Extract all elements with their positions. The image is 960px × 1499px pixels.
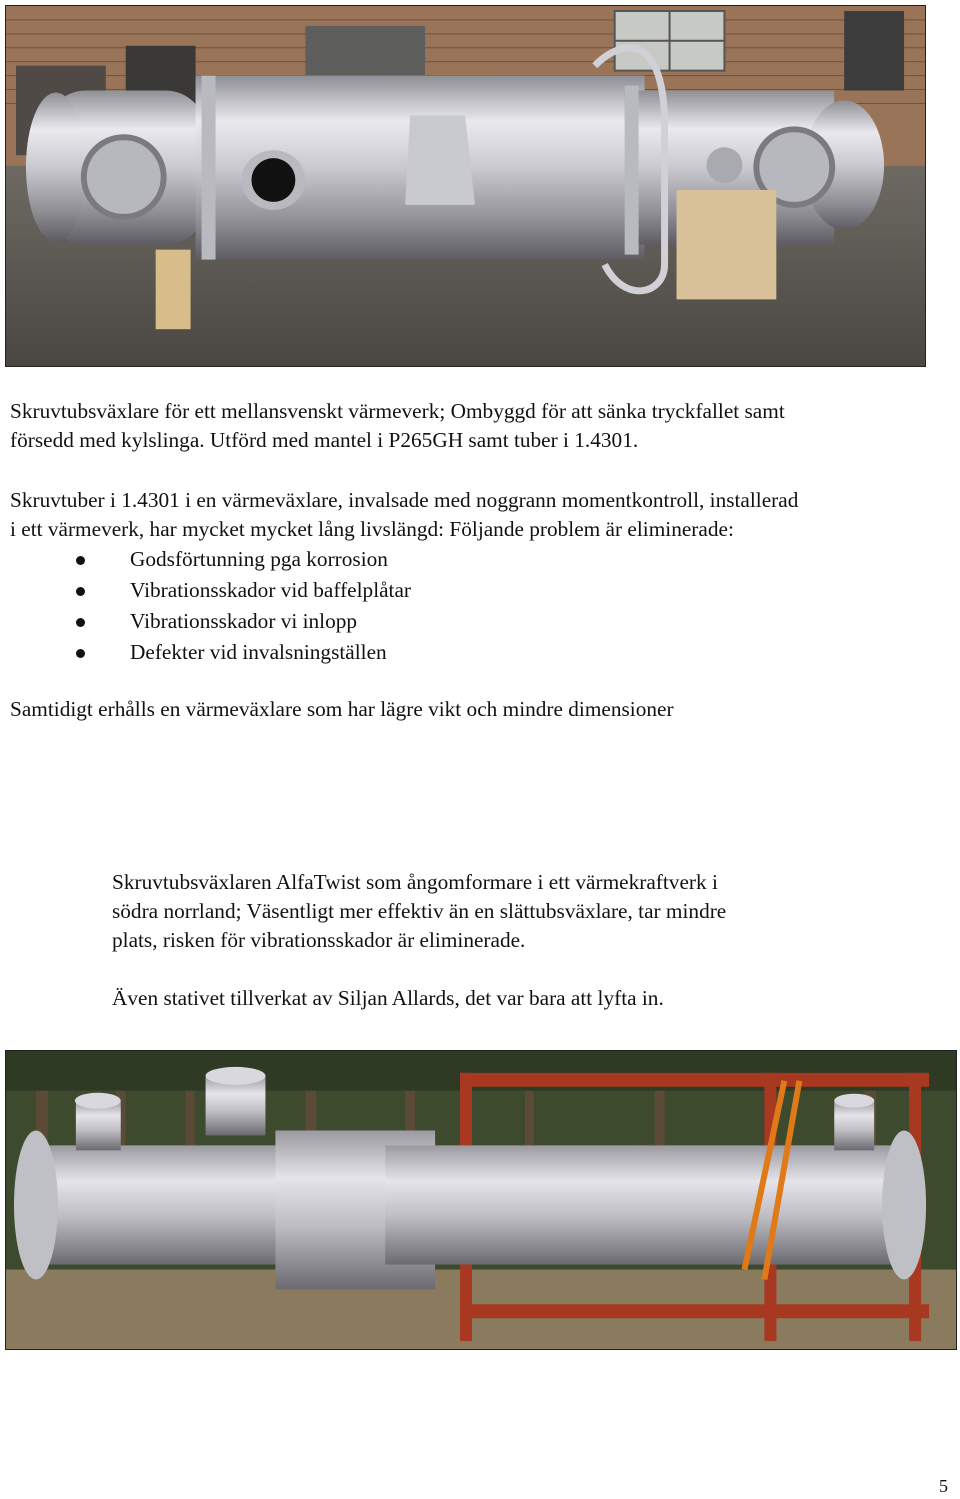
photo-heat-exchanger-outdoor	[5, 1050, 957, 1350]
paragraph-description-3: Samtidigt erhålls en värmeväxlare som har lägre vikt och mindre dimensioner	[10, 697, 674, 721]
page-number: 5	[939, 1476, 948, 1496]
list-item-text: Vibrationsskador vi inlopp	[130, 609, 358, 633]
list-item-text: Vibrationsskador vid baffelplåtar	[130, 578, 412, 602]
heat-exchanger-outdoor-image	[6, 1051, 956, 1349]
bullet-icon	[76, 587, 85, 596]
paragraph-4-line-2: södra norrland; Väsentligt mer effektiv än en slättubsväxlare, tar mindre	[112, 899, 727, 923]
list-item	[10, 606, 411, 637]
problem-list	[10, 544, 411, 668]
bullet-icon	[76, 556, 85, 565]
list-item	[10, 575, 411, 606]
paragraph-description-1	[10, 397, 785, 455]
list-item	[10, 544, 411, 575]
paragraph-description-2	[10, 486, 798, 544]
list-item	[10, 637, 411, 668]
paragraph-4-line-3: plats, risken för vibrationsskador är eliminerade.	[112, 928, 526, 952]
bullet-icon	[76, 618, 85, 627]
paragraph-description-4	[112, 868, 726, 955]
heat-exchanger-workshop-image	[6, 6, 925, 366]
list-item-text: Godsförtunning pga korrosion	[130, 547, 388, 571]
paragraph-1-line-2: försedd med kylslinga. Utförd med mantel i P265GH samt tuber i 1.4301.	[10, 428, 639, 452]
photo-heat-exchanger-workshop	[5, 5, 926, 367]
paragraph-2-line-2: i ett värmeverk, har mycket mycket lång livslängd: Följande problem är eliminerade:	[10, 517, 734, 541]
list-item-text: Defekter vid invalsningställen	[130, 640, 387, 664]
paragraph-4-line-1: Skruvtubsväxlaren AlfaTwist som ångomformare i ett värmekraftverk i	[112, 870, 718, 894]
paragraph-2-line-1: Skruvtuber i 1.4301 i en värmeväxlare, invalsade med noggrann momentkontroll, installerad	[10, 488, 799, 512]
bullet-icon	[76, 649, 85, 658]
paragraph-1-line-1: Skruvtubsväxlare för ett mellansvenskt värmeverk; Ombyggd för att sänka tryckfallet samt	[10, 399, 785, 423]
paragraph-description-5: Även stativet tillverkat av Siljan Allards, det var bara att lyfta in.	[112, 986, 664, 1010]
